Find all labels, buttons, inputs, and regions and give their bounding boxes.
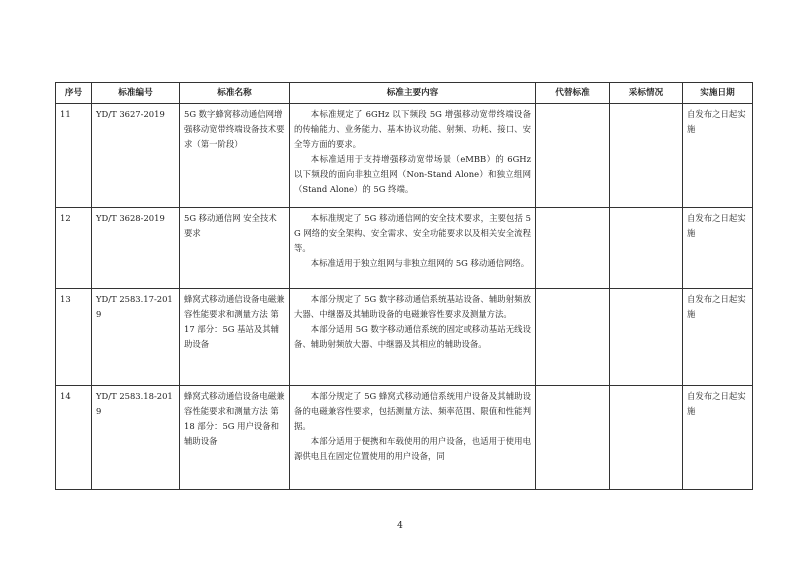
cell-effective-date: 自发布之日起实施: [683, 208, 753, 289]
table-row: [56, 208, 753, 289]
content-paragraph: 本部分规定了 5G 蜂窝式移动通信系统用户设备及其辅助设备的电磁兼容性要求，包括测量方法、频率范围、限值和性能判据。: [294, 391, 531, 431]
header-replaces: 代替标准: [536, 83, 610, 104]
table-row: [56, 289, 753, 386]
cell-standard-number: YD/T 2583.17-2019: [92, 289, 180, 386]
cell-standard-number: YD/T 3628-2019: [92, 208, 180, 289]
content-paragraph: 本部分适用于便携和车载使用的用户设备，也适用于使用电源供电且在固定位置使用的用户设备，同: [294, 436, 531, 461]
content-paragraph: 本标准适用于支持增强移动宽带场景（eMBB）的 6GHz 以下频段的面向非独立组网（Non-Stand Alone）和独立组网（Stand Alone）的 5G 终端。: [294, 154, 531, 194]
cell-effective-date: 自发布之日起实施: [683, 386, 753, 490]
header-adoption: 采标情况: [610, 83, 683, 104]
cell-adoption: [610, 208, 683, 289]
header-effective-date: 实施日期: [683, 83, 753, 104]
standards-table: [55, 82, 753, 490]
cell-seq: 13: [56, 289, 92, 386]
content-paragraph: 本部分适用 5G 数字移动通信系统的固定或移动基站无线设备、辅助射频放大器、中继器及其相应的辅助设备。: [294, 324, 531, 349]
cell-standard-number: YD/T 3627-2019: [92, 104, 180, 208]
table-header-row: [56, 83, 753, 104]
content-paragraph: 本标准适用于独立组网与非独立组网的 5G 移动通信网络。: [310, 258, 530, 268]
cell-seq: 12: [56, 208, 92, 289]
content-paragraph: 本标准规定了 5G 移动通信网的安全技术要求，主要包括 5G 网络的安全架构、安全需求、安全功能要求以及相关安全流程等。: [294, 213, 531, 253]
cell-replaces: [536, 386, 610, 490]
cell-seq: 11: [56, 104, 92, 208]
header-seq: 序号: [56, 83, 92, 104]
cell-main-content: [290, 208, 536, 289]
cell-replaces: [536, 208, 610, 289]
cell-adoption: [610, 386, 683, 490]
table-row: [56, 386, 753, 490]
cell-standard-name: 蜂窝式移动通信设备电磁兼容性能要求和测量方法 第 18 部分：5G 用户设备和辅助设备: [180, 386, 290, 490]
cell-standard-name: 5G 数字蜂窝移动通信网增强移动宽带终端设备技术要求（第一阶段）: [180, 104, 290, 208]
cell-main-content: [290, 104, 536, 208]
header-standard-name: 标准名称: [180, 83, 290, 104]
page-number: 4: [397, 521, 403, 531]
content-paragraph: 本标准规定了 6GHz 以下频段 5G 增强移动宽带终端设备的传输能力、业务能力、基本协议功能、射频、功耗、接口、安全等方面的要求。: [294, 109, 531, 149]
cell-replaces: [536, 289, 610, 386]
cell-effective-date: 自发布之日起实施: [683, 104, 753, 208]
cell-main-content: [290, 386, 536, 490]
content-paragraph: 本部分规定了 5G 数字移动通信系统基站设备、辅助射频放大器、中继器及其辅助设备的电磁兼容性要求及测量方法。: [294, 294, 531, 319]
cell-standard-number: YD/T 2583.18-2019: [92, 386, 180, 490]
cell-standard-name: 5G 移动通信网 安全技术要求: [180, 208, 290, 289]
cell-standard-name: 蜂窝式移动通信设备电磁兼容性能要求和测量方法 第 17 部分：5G 基站及其辅助设备: [180, 289, 290, 386]
header-standard-number: 标准编号: [92, 83, 180, 104]
cell-main-content: [290, 289, 536, 386]
cell-seq: 14: [56, 386, 92, 490]
cell-adoption: [610, 104, 683, 208]
header-main-content: 标准主要内容: [290, 83, 536, 104]
cell-replaces: [536, 104, 610, 208]
cell-effective-date: 自发布之日起实施: [683, 289, 753, 386]
table-row: [56, 104, 753, 208]
cell-adoption: [610, 289, 683, 386]
